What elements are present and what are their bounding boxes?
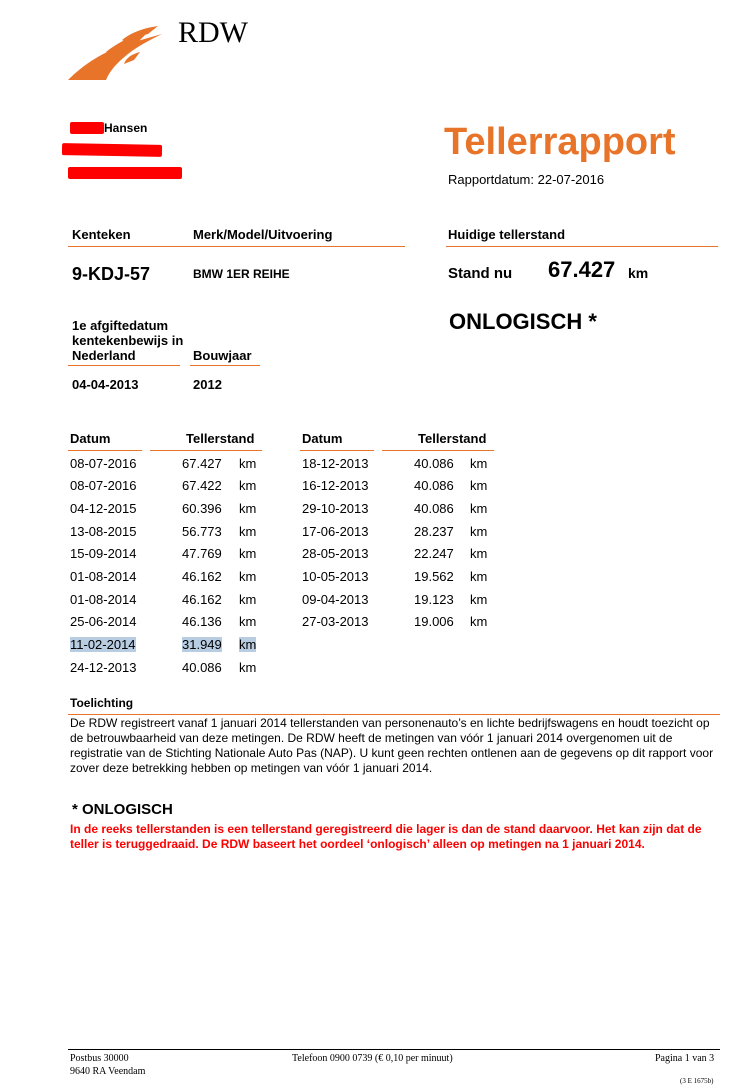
brand-name: RDW	[178, 16, 248, 49]
row-date: 09-04-2013	[302, 592, 369, 607]
report-date: Rapportdatum: 22-07-2016	[448, 172, 605, 187]
col-header-tellerstand: Tellerstand	[186, 431, 255, 446]
row-date: 16-12-2013	[302, 478, 369, 493]
row-unit: km	[239, 546, 257, 561]
row-value: 31.949	[182, 637, 222, 652]
redaction-bar	[62, 143, 162, 157]
kenteken-label: Kenteken	[72, 227, 131, 242]
row-unit: km	[239, 501, 257, 516]
row-unit: km	[239, 524, 257, 539]
row-date: 08-07-2016	[70, 456, 137, 471]
row-unit: km	[239, 592, 257, 607]
col-header-datum: Datum	[70, 431, 111, 446]
row-unit: km	[239, 478, 257, 493]
row-date: 04-12-2015	[70, 501, 137, 516]
row-date: 24-12-2013	[70, 660, 137, 675]
row-date: 11-02-2014	[70, 637, 136, 652]
footer-code: (3 E 1675b)	[680, 1077, 714, 1085]
row-value: 67.427	[182, 456, 222, 471]
divider	[190, 365, 260, 366]
rdw-wing-icon	[66, 14, 166, 84]
row-unit: km	[239, 456, 257, 471]
row-value: 46.136	[182, 614, 222, 629]
row-value: 40.086	[414, 478, 454, 493]
toelichting-text: De RDW registreert vanaf 1 januari 2014 tellerstanden van personenauto’s en lichte bedrijfswagens en houdt toezicht op de betrouwbaarheid van deze metingen. De RDW heeft de metingen van vóór 1 januari 2014 overgenomen uit de registratie van de Stichting Nationale Auto Pas (NAP). U kunt geen rechten ontlenen aan de gegevens op dit rapport voor zover deze betrekking hebben op metingen van vóór 1 januari 2014.	[70, 716, 714, 775]
row-value: 60.396	[182, 501, 222, 516]
divider	[68, 714, 720, 715]
stand-nu-value: 67.427	[548, 257, 616, 282]
row-value: 40.086	[414, 456, 454, 471]
footer-address-line1: Postbus 30000	[70, 1053, 129, 1064]
kenteken-value: 9-KDJ-57	[72, 264, 151, 284]
row-value: 40.086	[182, 660, 222, 675]
redaction-bar	[68, 167, 182, 179]
divider	[446, 246, 718, 247]
merk-value: BMW 1ER REIHE	[193, 267, 290, 281]
footer-page-number: Pagina 1 van 3	[655, 1053, 715, 1064]
row-unit: km	[239, 637, 257, 652]
row-date: 01-08-2014	[70, 592, 137, 607]
row-unit: km	[470, 501, 488, 516]
bouwjaar-label: Bouwjaar	[193, 348, 252, 363]
footer-phone: Telefoon 0900 0739 (€ 0,10 per minuut)	[292, 1053, 453, 1064]
row-date: 18-12-2013	[302, 456, 369, 471]
row-value: 19.123	[414, 592, 454, 607]
bouwjaar-value: 2012	[193, 377, 222, 392]
footer-address-line2: 9640 RA Veendam	[70, 1066, 146, 1077]
toelichting-title: Toelichting	[70, 696, 134, 710]
row-date: 28-05-2013	[302, 546, 369, 561]
stand-nu-unit: km	[628, 265, 649, 281]
row-date: 15-09-2014	[70, 546, 137, 561]
rdw-logo	[66, 14, 256, 84]
row-value: 40.086	[414, 501, 454, 516]
owner-name: Hansen	[104, 121, 148, 135]
divider	[68, 450, 142, 451]
row-unit: km	[239, 614, 257, 629]
row-unit: km	[470, 614, 488, 629]
divider	[68, 365, 180, 366]
divider	[68, 246, 405, 247]
row-value: 19.006	[414, 614, 454, 629]
row-value: 67.422	[182, 478, 222, 493]
divider	[300, 450, 374, 451]
row-date: 25-06-2014	[70, 614, 137, 629]
redaction-bar	[70, 122, 104, 134]
row-unit: km	[239, 569, 257, 584]
report-title: Tellerrapport	[444, 121, 676, 163]
row-unit: km	[470, 456, 488, 471]
row-value: 28.237	[414, 524, 454, 539]
row-unit: km	[470, 478, 488, 493]
row-date: 01-08-2014	[70, 569, 137, 584]
onlogisch-title: * ONLOGISCH	[72, 801, 173, 818]
divider	[150, 450, 262, 451]
row-value: 46.162	[182, 569, 222, 584]
row-value: 47.769	[182, 546, 222, 561]
col-header-datum: Datum	[302, 431, 343, 446]
col-header-tellerstand: Tellerstand	[418, 431, 487, 446]
row-value: 56.773	[182, 524, 222, 539]
row-unit: km	[470, 546, 488, 561]
divider	[382, 450, 494, 451]
row-date: 27-03-2013	[302, 614, 369, 629]
row-date: 17-06-2013	[302, 524, 369, 539]
row-date: 29-10-2013	[302, 501, 369, 516]
verdict: ONLOGISCH *	[449, 309, 597, 334]
row-date: 10-05-2013	[302, 569, 369, 584]
merk-label: Merk/Model/Uitvoering	[193, 227, 333, 242]
row-unit: km	[470, 524, 488, 539]
row-date: 13-08-2015	[70, 524, 137, 539]
row-date: 08-07-2016	[70, 478, 137, 493]
row-unit: km	[470, 592, 488, 607]
huidige-tellerstand-label: Huidige tellerstand	[448, 227, 566, 242]
stand-nu-label: Stand nu	[448, 265, 513, 282]
onlogisch-text: In de reeks tellerstanden is een tellerstand geregistreerd die lager is dan de stand daarvoor. Het kan zijn dat de teller is teruggedraaid. De RDW baseert het oordeel ‘onlogisch’ alleen op metingen na 1 januari 2014.	[70, 822, 702, 851]
afgiftedatum-value: 04-04-2013	[72, 377, 139, 392]
afgiftedatum-label: 1e afgiftedatum kentekenbewijs in Nederland	[72, 318, 184, 363]
row-unit: km	[470, 569, 488, 584]
row-value: 19.562	[414, 569, 454, 584]
footer-divider	[68, 1049, 720, 1050]
row-value: 46.162	[182, 592, 222, 607]
row-value: 22.247	[414, 546, 454, 561]
row-unit: km	[239, 660, 257, 675]
